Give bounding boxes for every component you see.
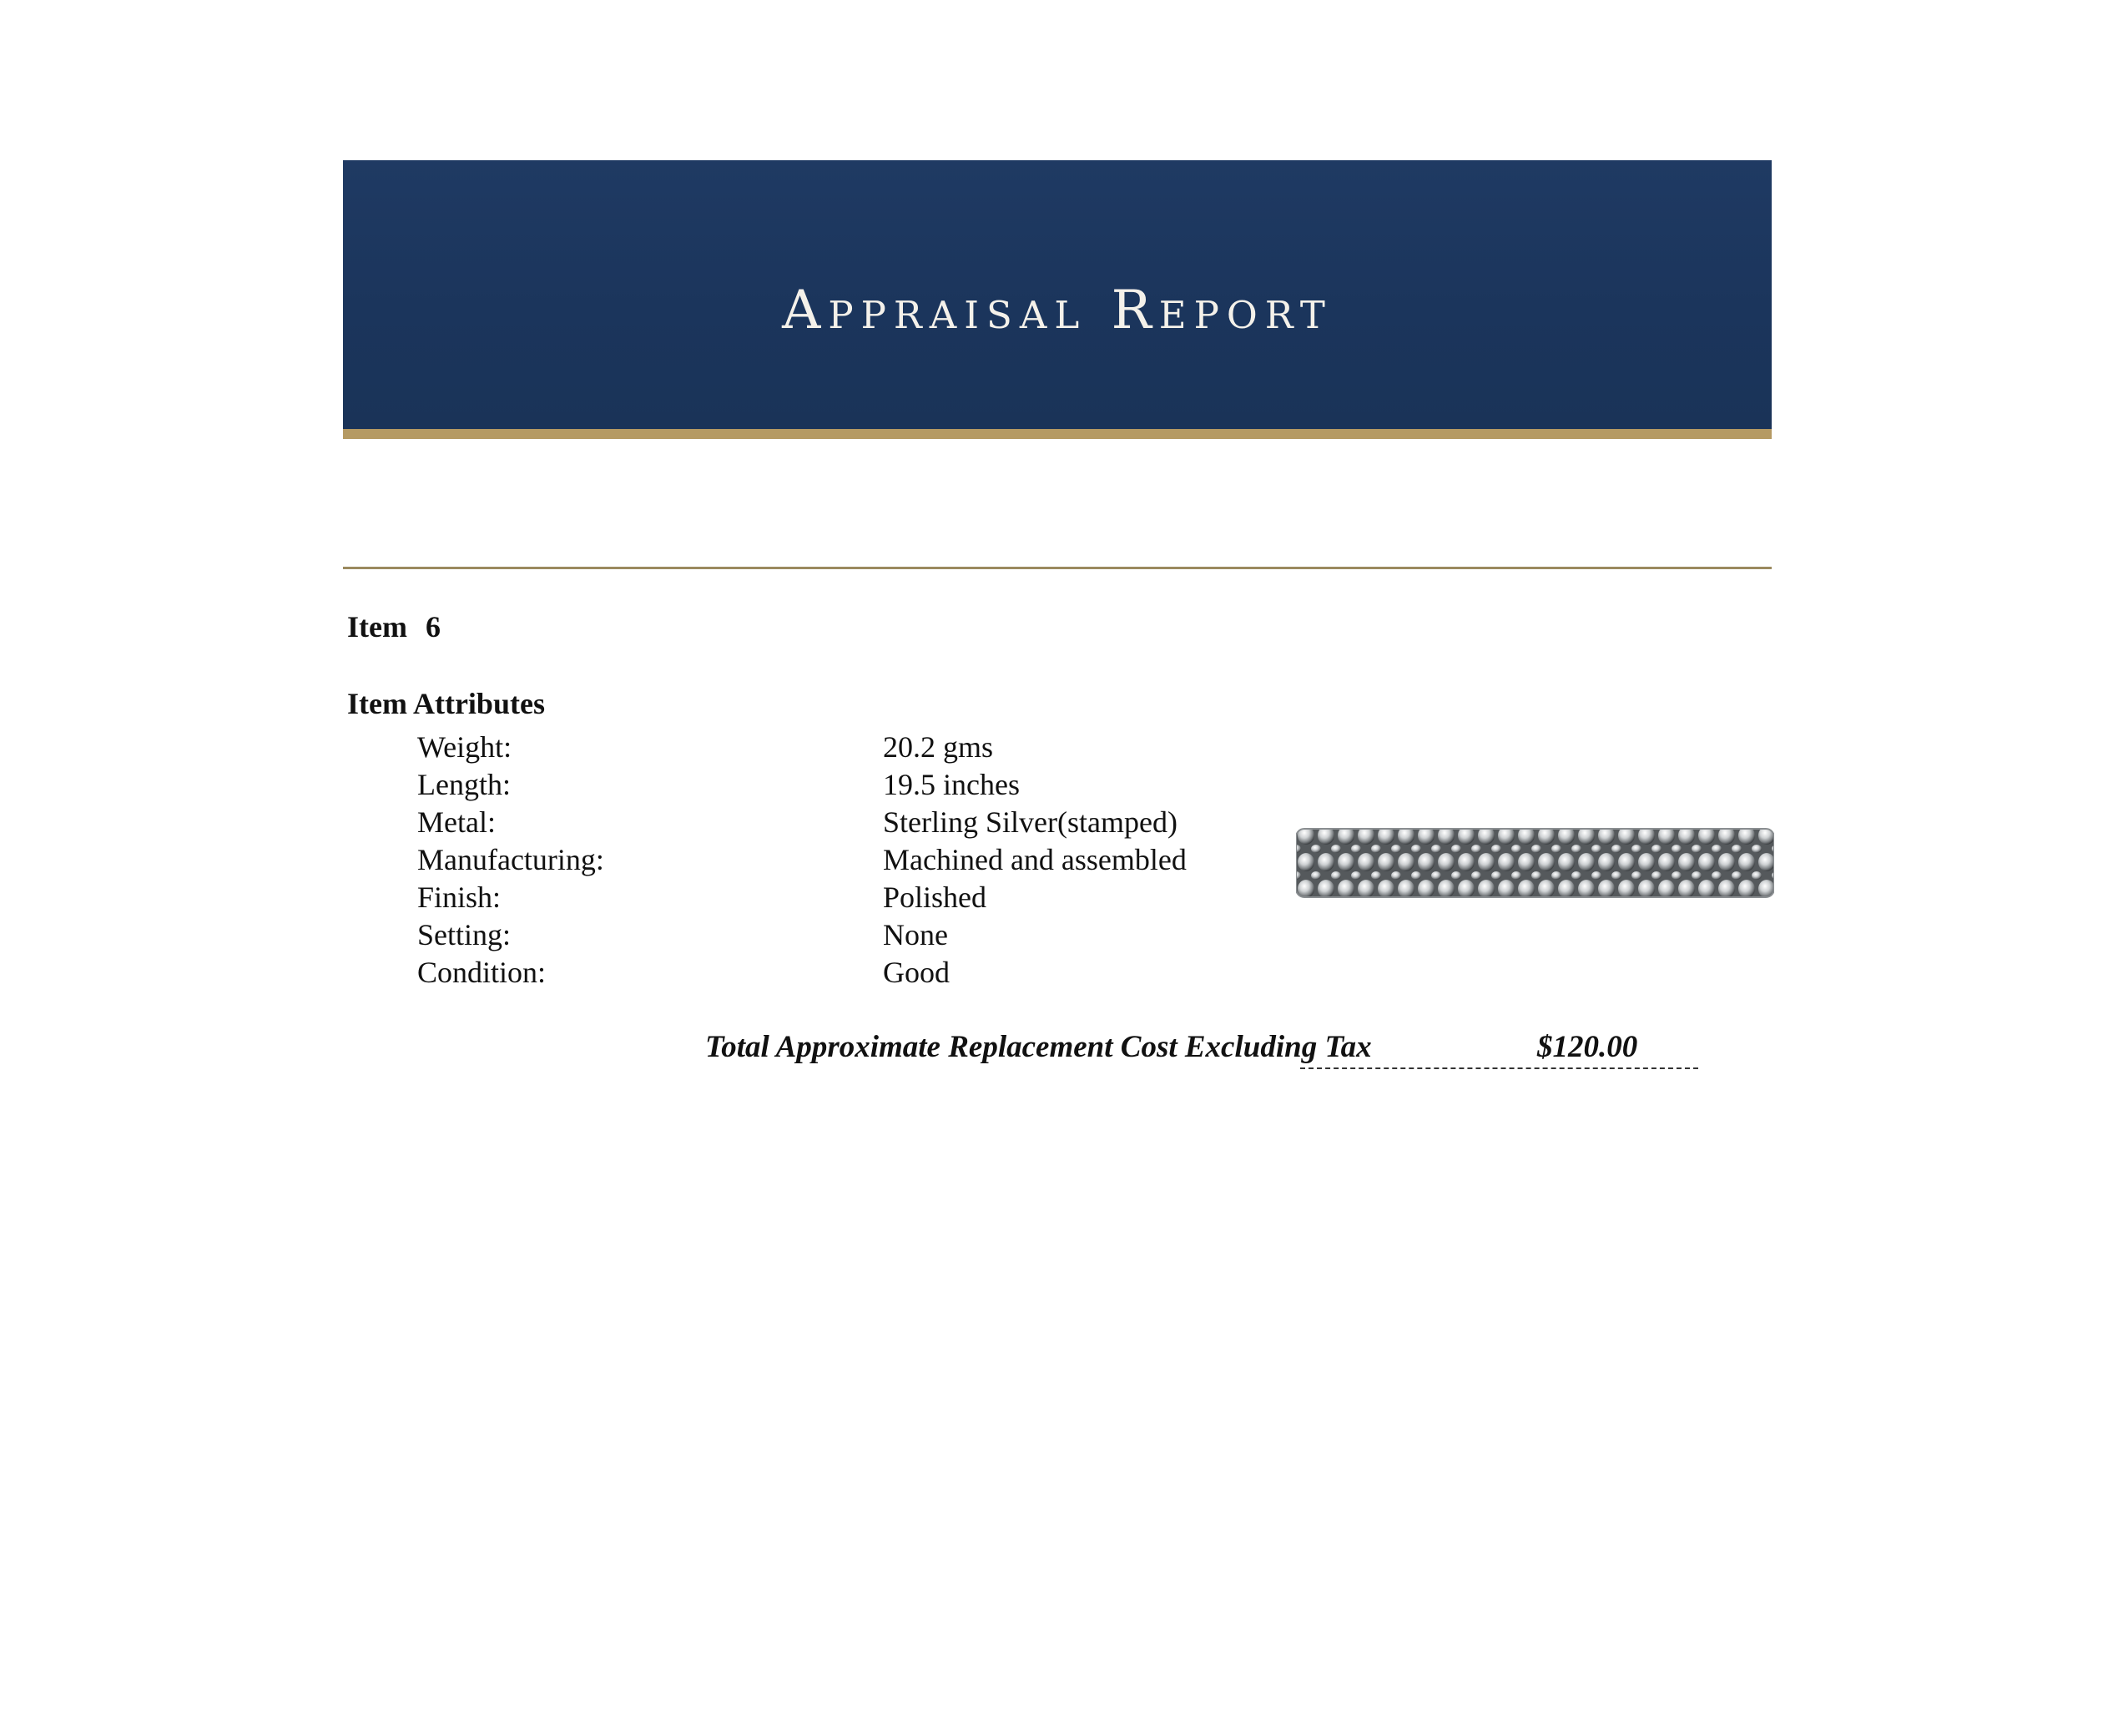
section-divider (343, 567, 1772, 569)
attribute-label: Weight: (417, 730, 512, 764)
attribute-value: 19.5 inches (883, 768, 1020, 801)
item-heading (347, 612, 441, 642)
total-cost-label: Total Approximate Replacement Cost Excluding Tax (705, 1030, 1372, 1064)
attribute-label: Manufacturing: (417, 843, 604, 876)
attribute-label: Setting: (417, 918, 512, 951)
attribute-value: 20.2 gms (883, 730, 994, 764)
attribute-label: Finish: (417, 881, 502, 914)
attribute-label: Condition: (417, 956, 547, 989)
attribute-value: Polished (883, 881, 987, 914)
attribute-label: Length: (417, 768, 511, 801)
attribute-value: Good (883, 956, 950, 989)
attributes-heading: Item Attributes (347, 687, 545, 720)
attribute-label: Metal: (417, 805, 496, 839)
total-underline (1300, 1067, 1698, 1069)
attribute-value: None (883, 918, 948, 951)
attribute-value: Machined and assembled (883, 843, 1187, 876)
header-gold-rule (343, 429, 1772, 439)
total-cost-amount: $120.00 (1537, 1030, 1638, 1064)
item-number: 6 (425, 610, 441, 643)
chain-photo (1296, 822, 1774, 903)
report-title: Appraisal Report (782, 280, 1333, 341)
attribute-value: Sterling Silver(stamped) (883, 805, 1177, 839)
item-label: Item (347, 610, 407, 643)
